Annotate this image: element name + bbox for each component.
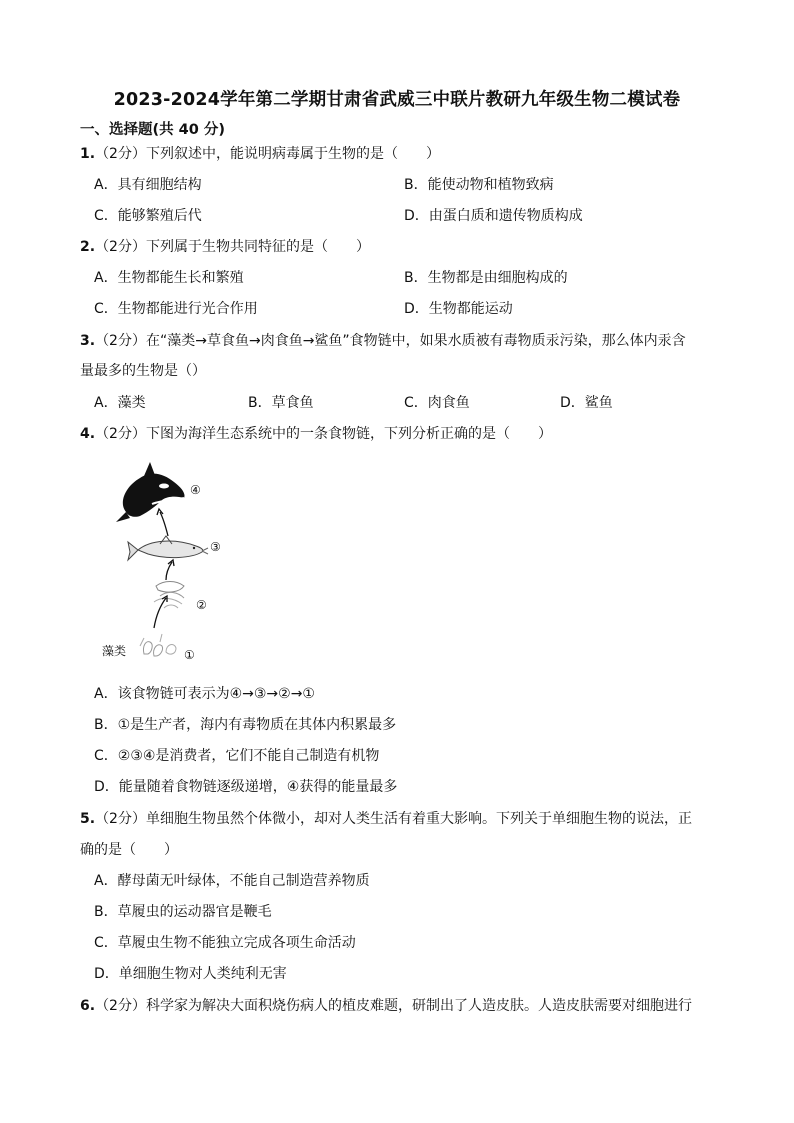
question-score: （2分） xyxy=(95,998,146,1014)
question-text: 在“藻类→草食鱼→肉食鱼→鲨鱼”食物链中，如果水质被有毒物质汞污染，那么体内汞含 xyxy=(145,333,686,349)
question-number: 3. xyxy=(80,333,96,349)
mark-4: ④ xyxy=(190,483,201,497)
q1-option-a: A．具有细胞结构 xyxy=(94,177,202,193)
question-4-stem xyxy=(80,424,552,444)
mark-3: ③ xyxy=(210,540,221,554)
q5-option-b: B．草履虫的运动器官是鞭毛 xyxy=(94,904,272,920)
question-1-stem xyxy=(80,144,440,164)
section-title: 一、选择题(共 40 分) xyxy=(80,122,226,138)
question-score: （2分） xyxy=(95,146,146,162)
question-5-stem xyxy=(80,809,692,829)
question-text: 下图为海洋生态系统中的一条食物链，下列分析正确的是（ ） xyxy=(145,426,552,442)
q2-option-d: D．生物都能运动 xyxy=(404,301,513,317)
question-number: 6. xyxy=(80,998,96,1014)
question-score: （2分） xyxy=(95,426,146,442)
orca-icon xyxy=(116,462,185,522)
arrow-icon xyxy=(154,509,174,628)
q5-option-d: D．单细胞生物对人类纯利无害 xyxy=(94,966,287,982)
algae-label: 藻类 xyxy=(102,644,127,658)
question-3-stem-cont: 量最多的生物是（） xyxy=(80,363,206,379)
algae-icon xyxy=(140,634,176,656)
q1-option-c: C．能够繁殖后代 xyxy=(94,208,202,224)
question-number: 4. xyxy=(80,426,96,442)
question-2-stem xyxy=(80,237,370,257)
question-number: 2. xyxy=(80,239,96,255)
question-6-stem xyxy=(80,996,692,1016)
question-number: 1. xyxy=(80,146,96,162)
q5-option-c: C．草履虫生物不能独立完成各项生命活动 xyxy=(94,935,356,951)
mark-2: ② xyxy=(196,598,207,612)
q4-option-d: D．能量随着食物链逐级递增，④获得的能量最多 xyxy=(94,779,398,795)
question-score: （2分） xyxy=(95,239,146,255)
q2-option-b: B．生物都是由细胞构成的 xyxy=(404,270,568,286)
q2-option-a: A．生物都能生长和繁殖 xyxy=(94,270,244,286)
q4-option-a: A．该食物链可表示为④→③→②→① xyxy=(94,686,315,702)
q2-option-c: C．生物都能进行光合作用 xyxy=(94,301,258,317)
page-title: 2023-2024学年第二学期甘肃省武威三中联片教研九年级生物二模试卷 xyxy=(113,90,681,110)
q3-option-a: A．藻类 xyxy=(94,395,146,411)
q4-option-c: C．②③④是消费者，它们不能自己制造有机物 xyxy=(94,748,380,764)
q3-option-d: D．鲨鱼 xyxy=(560,395,613,411)
question-5-stem-cont: 确的是（ ） xyxy=(80,842,178,858)
q3-option-c: C．肉食鱼 xyxy=(404,395,470,411)
question-text: 下列叙述中，能说明病毒属于生物的是（ ） xyxy=(145,146,440,162)
question-3-stem xyxy=(80,331,686,351)
mark-1: ① xyxy=(184,648,195,662)
herbivorous-fish-icon xyxy=(154,582,184,609)
question-number: 5. xyxy=(80,811,96,827)
carnivorous-fish-icon xyxy=(128,536,208,560)
q5-option-a: A．酵母菌无叶绿体，不能自己制造营养物质 xyxy=(94,873,370,889)
q3-option-b: B．草食鱼 xyxy=(248,395,314,411)
q1-option-d: D．由蛋白质和遗传物质构成 xyxy=(404,208,583,224)
question-text: 下列属于生物共同特征的是（ ） xyxy=(145,239,370,255)
question-text: 单细胞生物虽然个体微小，却对人类生活有着重大影响。下列关于单细胞生物的说法，正 xyxy=(145,811,692,827)
question-score: （2分） xyxy=(95,333,146,349)
food-chain-figure xyxy=(104,456,234,670)
question-text: 科学家为解决大面积烧伤病人的植皮难题，研制出了人造皮肤。人造皮肤需要对细胞进行 xyxy=(145,998,692,1014)
q4-option-b: B．①是生产者，海内有毒物质在其体内积累最多 xyxy=(94,717,397,733)
q1-option-b: B．能使动物和植物致病 xyxy=(404,177,554,193)
question-score: （2分） xyxy=(95,811,146,827)
